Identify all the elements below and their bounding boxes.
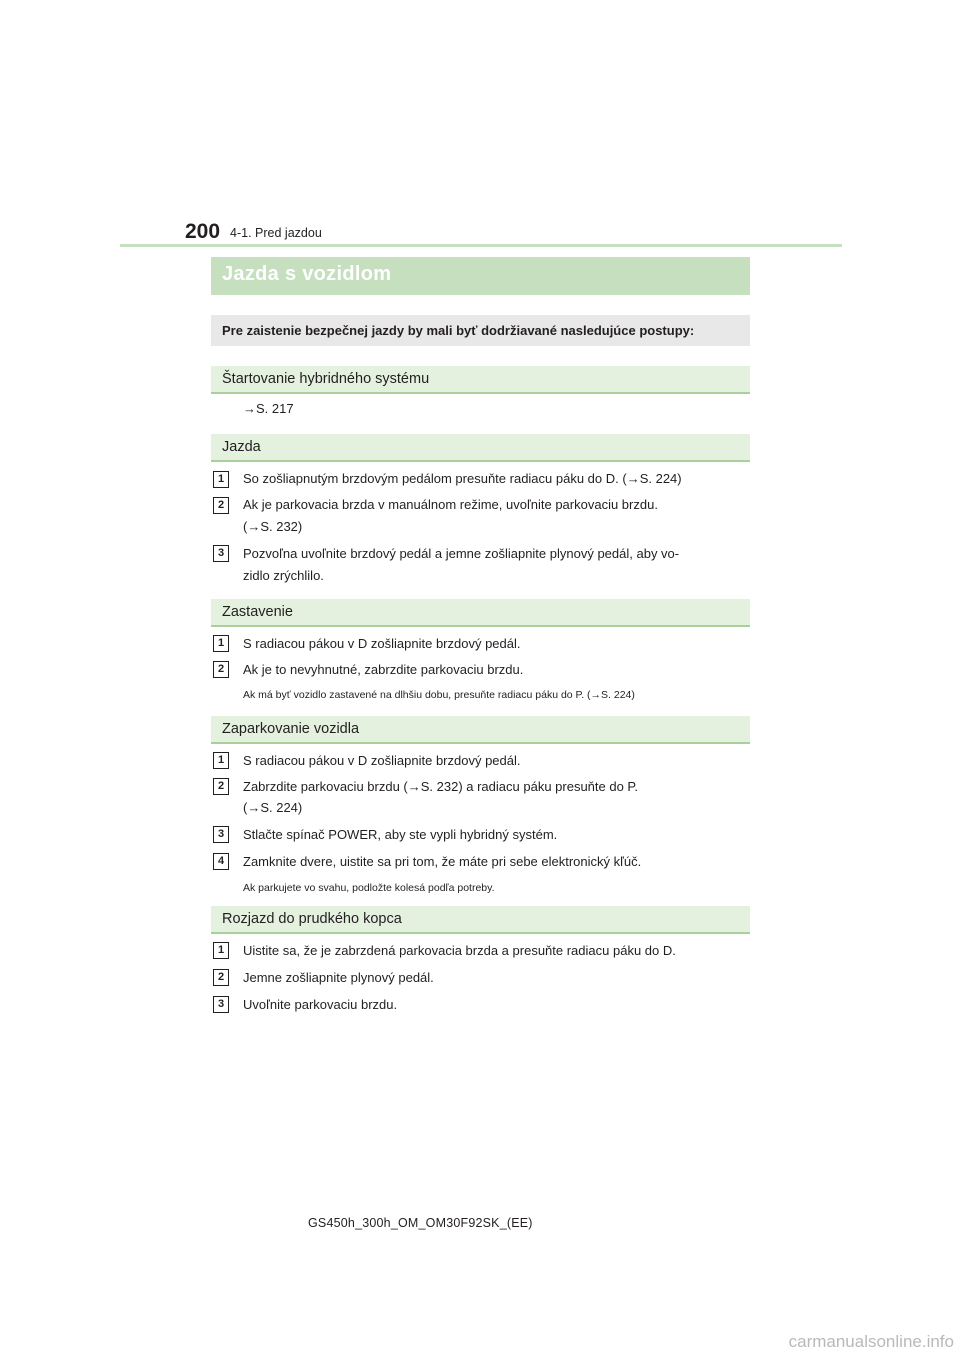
step-text: S radiacou pákou v D zošliapnite brzdový pedál.	[243, 636, 521, 651]
subheading-jazda	[211, 434, 750, 462]
intro-box	[211, 315, 750, 346]
page-number: 200	[185, 220, 221, 243]
page-title-box	[211, 257, 750, 295]
step-number-badge: 1	[213, 942, 229, 959]
step-text: Uvoľnite parkovaciu brzdu.	[243, 997, 398, 1012]
step-number-badge: 3	[213, 996, 229, 1013]
intro-text: Pre zaistenie bezpečnej jazdy by mali byť dodržiavané nasledujúce postupy:	[222, 323, 695, 338]
step-number-badge: 3	[213, 545, 229, 562]
subheading-label: Jazda	[222, 439, 261, 455]
subheading-label: Rozjazd do prudkého kopca	[222, 911, 402, 927]
step-text: Ak je to nevyhnutné, zabrzdite parkovaciu brzdu.	[243, 662, 524, 677]
step-text: Stlačte spínač POWER, aby ste vypli hybridný systém.	[243, 827, 558, 842]
subheading-zaparkovanie	[211, 716, 750, 744]
step-number-badge: 2	[213, 497, 229, 514]
subheading-label: Štartovanie hybridného systému	[222, 371, 430, 387]
step-number-badge: 2	[213, 969, 229, 986]
step-text-continued: (→S. 232)	[243, 519, 303, 534]
step-text: So zošliapnutým brzdovým pedálom presuňte radiacu páku do D. (→S. 224)	[243, 471, 682, 486]
subheading-startovanie	[211, 366, 750, 394]
step-number-badge: 4	[213, 853, 229, 870]
step-number-badge: 2	[213, 661, 229, 678]
step-text: Uistite sa, že je zabrzdená parkovacia brzda a presuňte radiacu páku do D.	[243, 943, 676, 958]
step-text-continued: zidlo zrýchlilo.	[243, 568, 324, 583]
step-number-badge: 1	[213, 635, 229, 652]
step-number-badge: 2	[213, 778, 229, 795]
note-text: Ak parkujete vo svahu, podložte kolesá podľa potreby.	[243, 882, 495, 894]
step-text: S radiacou pákou v D zošliapnite brzdový pedál.	[243, 753, 521, 768]
subheading-label: Zaparkovanie vozidla	[222, 721, 360, 737]
step-number-badge: 3	[213, 826, 229, 843]
step-text: Jemne zošliapnite plynový pedál.	[243, 970, 434, 985]
step-text: Zabrzdite parkovaciu brzdu (→S. 232) a radiacu páku presuňte do P.	[243, 779, 639, 794]
step-number-badge: 1	[213, 471, 229, 488]
subheading-label: Zastavenie	[222, 604, 293, 620]
page-title: Jazda s vozidlom	[222, 263, 392, 285]
step-text: Ak je parkovacia brzda v manuálnom režime, uvoľnite parkovaciu brzdu.	[243, 497, 658, 512]
subheading-zastavenie	[211, 599, 750, 627]
watermark: carmanualsonline.info	[788, 1332, 954, 1351]
step-text: Pozvoľna uvoľnite brzdový pedál a jemne zošliapnite plynový pedál, aby vo-	[243, 546, 680, 561]
section-breadcrumb: 4-1. Pred jazdou	[230, 226, 322, 240]
step-text: Zamknite dvere, uistite sa pri tom, že máte pri sebe elektronický kľúč.	[243, 854, 642, 869]
page-reference[interactable]: →S. 217	[243, 401, 294, 416]
page-header	[185, 214, 322, 244]
subheading-rozjazd	[211, 906, 750, 934]
document-footer: GS450h_300h_OM_OM30F92SK_(EE)	[308, 1216, 533, 1230]
note-text: Ak má byť vozidlo zastavené na dlhšiu dobu, presuňte radiacu páku do P. (→S. 224)	[243, 689, 635, 701]
step-number-badge: 1	[213, 752, 229, 769]
step-text-continued: (→S. 224)	[243, 800, 303, 815]
header-divider	[120, 244, 842, 247]
